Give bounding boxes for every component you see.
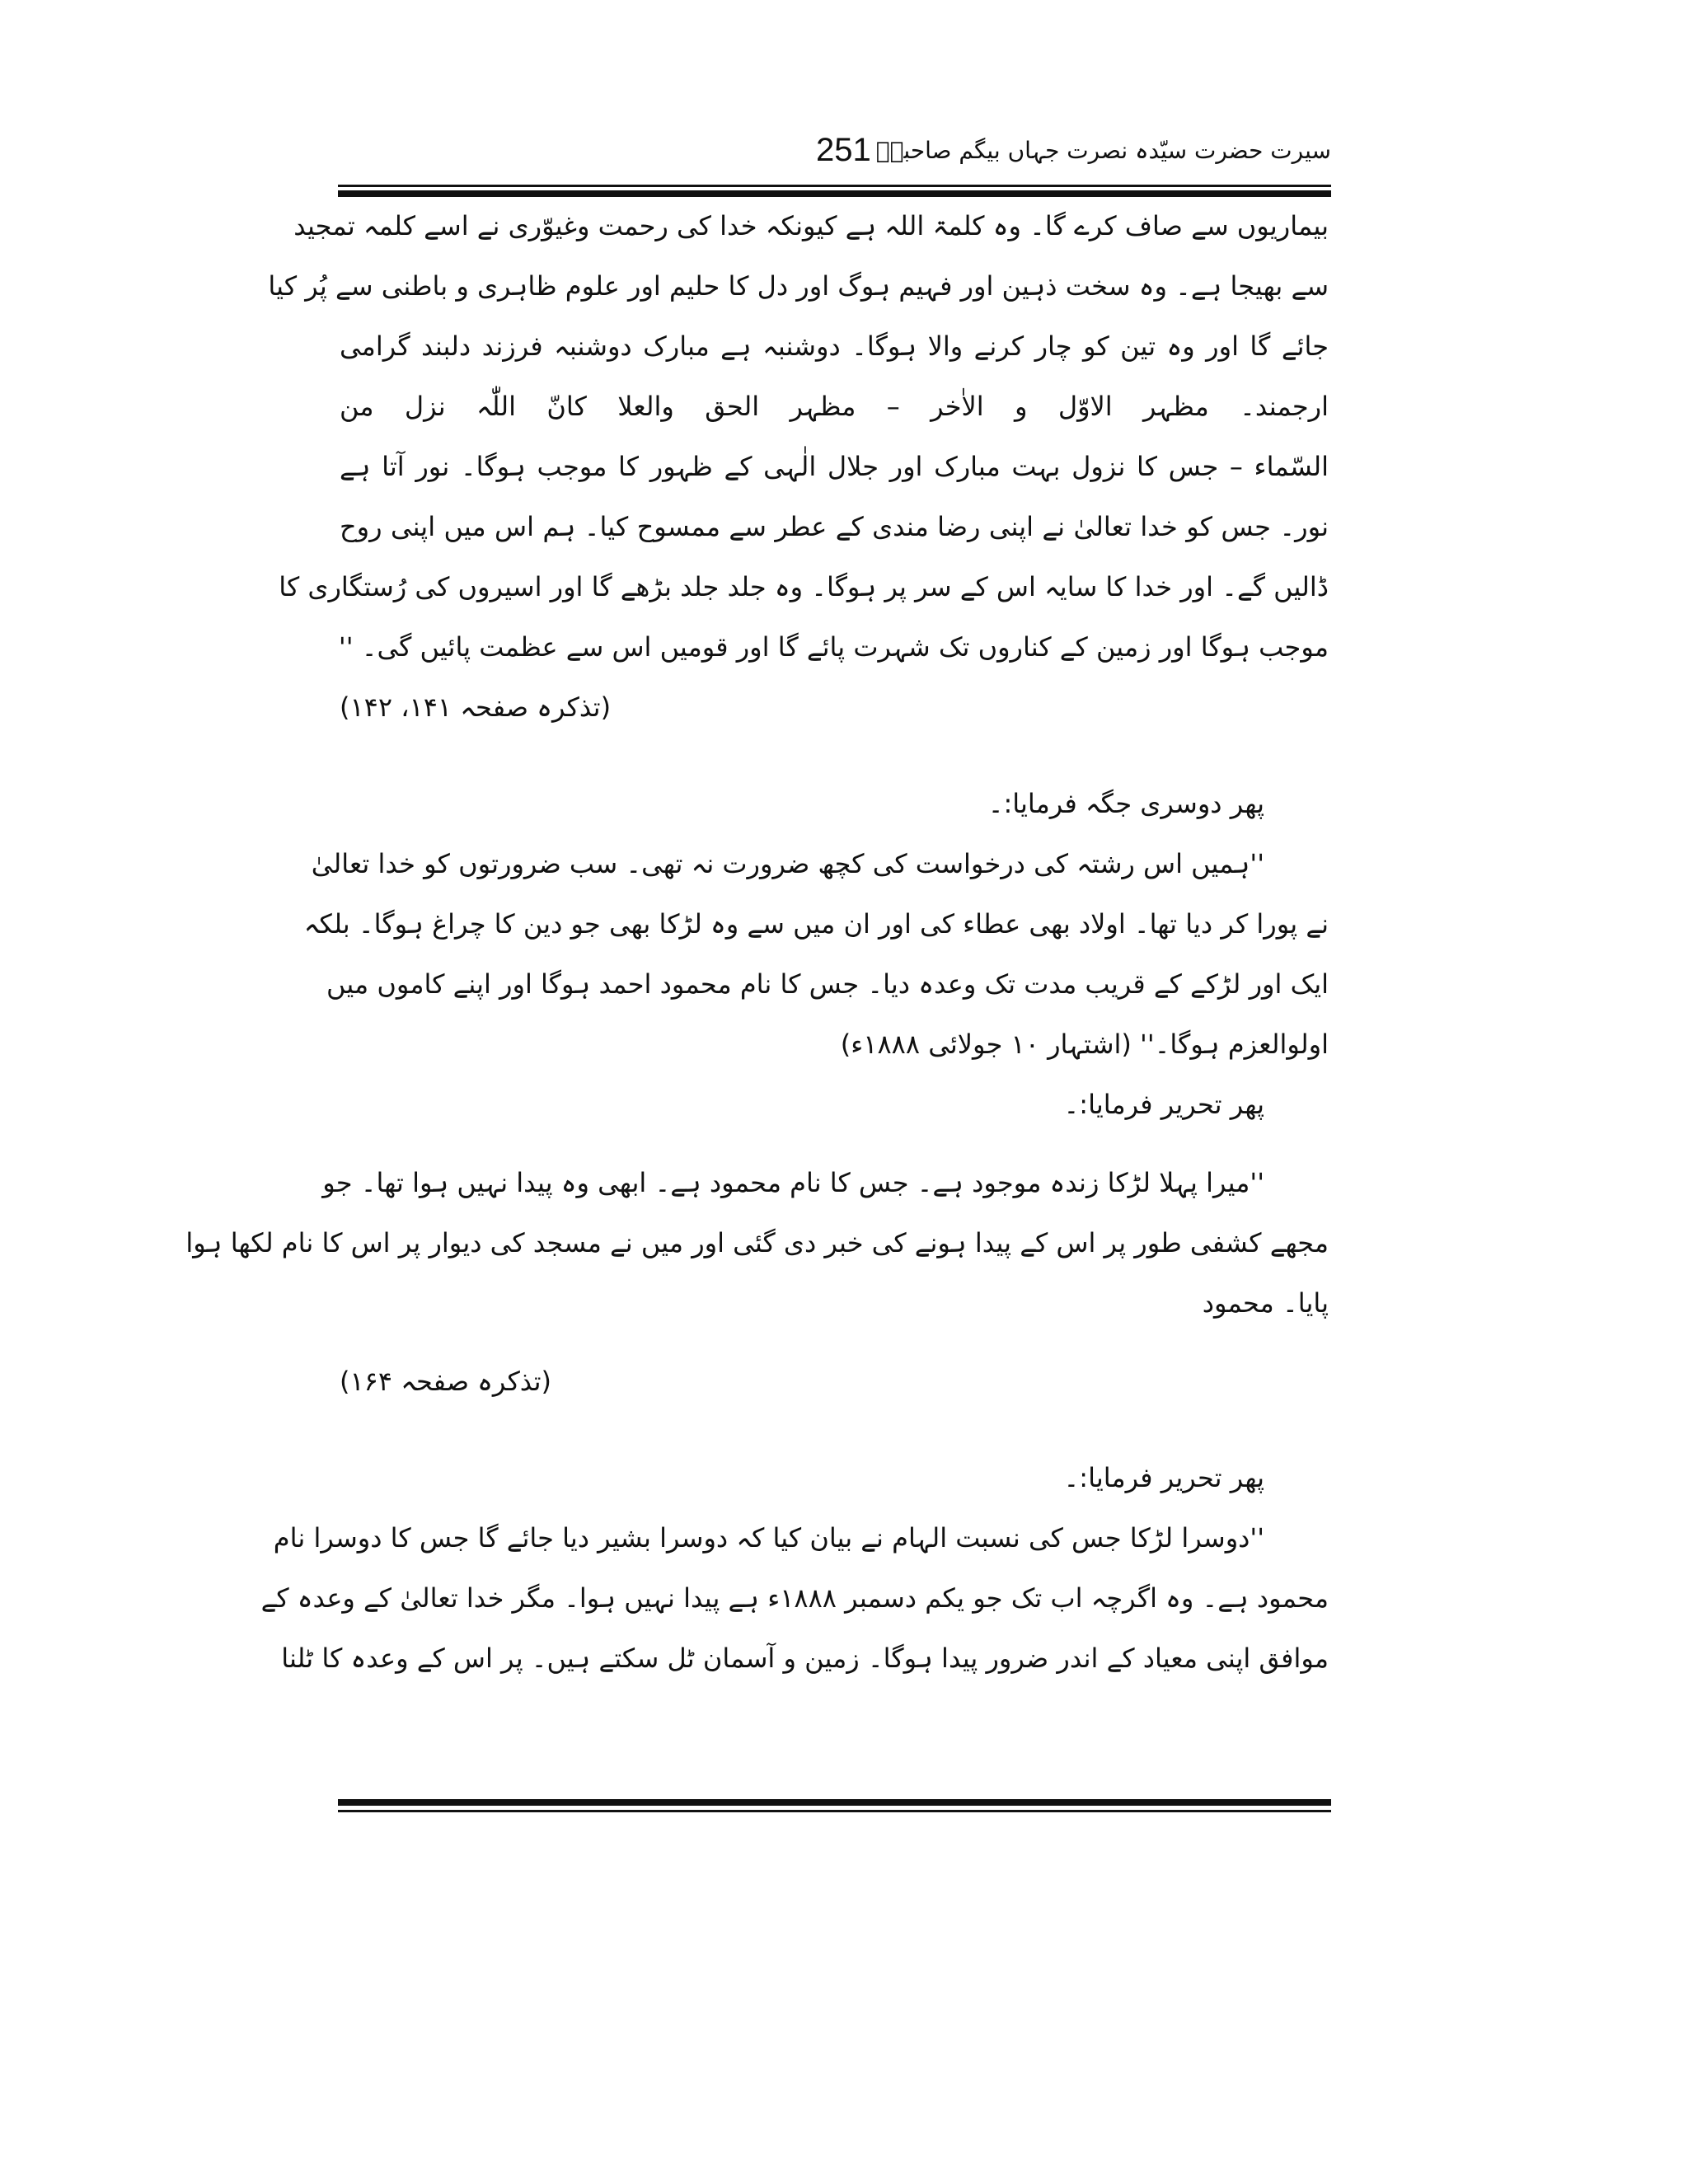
footer-rule-thick [338, 1799, 1331, 1806]
text-line: موجب ہوگا اور زمین کے کناروں تک شہرت پائے گا اور قومیں اس سے عظمت پائیں گی۔ '' [338, 631, 1329, 663]
text-line: نے پورا کر دیا تھا۔ اولاد بھی عطاء کی اور ان میں سے وہ لڑکا بھی جو دین کا چراغ ہوگا۔ بلکہ [303, 908, 1329, 940]
text-line: السّماء – جس کا نزول بہت مبارک اور جلال الٰہی کے ظہور کا موجب ہوگا۔ نور آتا ہے [340, 451, 1329, 482]
text-line: ''دوسرا لڑکا جس کی نسبت الہام نے بیان کیا کہ دوسرا بشیر دیا جائے گا جس کا دوسرا نام [273, 1522, 1264, 1554]
citation: (تذکرہ صفحہ ۱۴۱، ۱۴۲) [340, 691, 612, 723]
text-line: ''میرا پہلا لڑکا زندہ موجود ہے۔ جس کا نام محمود ہے۔ ابھی وہ پیدا نہیں ہوا تھا۔ جو [322, 1167, 1264, 1198]
text-line: پھر دوسری جگہ فرمایا:۔ [987, 788, 1264, 819]
text-line: ڈالیں گے۔ اور خدا کا سایہ اس کے سر پر ہوگا۔ وہ جلد جلد بڑھے گا اور اسیروں کی رُستگاری کا [279, 571, 1329, 602]
page-header [338, 132, 1331, 181]
text-line: پایا۔ محمود [1202, 1287, 1329, 1319]
page-body [185, 196, 1329, 1689]
text-line: جائے گا اور وہ تین کو چار کرنے والا ہوگا۔ دوشنبہ ہے مبارک دوشنبہ فرزند دلبند گرامی [340, 330, 1329, 362]
running-title: سیرت حضرت سیّدہ نصرت جہاں بیگم صاحبہؓ [875, 137, 1331, 164]
text-line: ایک اور لڑکے کے قریب مدت تک وعدہ دیا۔ جس کا نام محمود احمد ہوگا اور اپنے کاموں میں [326, 968, 1329, 1000]
text-line: ''ہمیں اس رشتہ کی درخواست کی کچھ ضرورت نہ تھی۔ سب ضرورتوں کو خدا تعالیٰ [311, 848, 1264, 879]
text-line: اولوالعزم ہوگا۔'' (اشتہار ۱۰ جولائی ۱۸۸۸ء) [840, 1029, 1329, 1060]
header-rule-thin [338, 185, 1331, 187]
text-line: نور۔ جس کو خدا تعالیٰ نے اپنی رضا مندی کے عطر سے ممسوح کیا۔ ہم اس میں اپنی روح [340, 511, 1329, 542]
text-line: بیماریوں سے صاف کرے گا۔ وہ کلمۃ اللہ ہے کیونکہ خدا کی رحمت وغیوّری نے اسے کلمہ تمجید [293, 210, 1329, 241]
text-line: موافق اپنی معیاد کے اندر ضرور پیدا ہوگا۔ زمین و آسمان ٹل سکتے ہیں۔ پر اس کے وعدہ کا ٹلنا [281, 1643, 1329, 1674]
text-line: مجھے کشفی طور پر اس کے پیدا ہونے کی خبر دی گئی اور میں نے مسجد کی دیوار پر اس کا نام لکھا ہوا [185, 1227, 1329, 1258]
page-number: 251 [816, 132, 871, 168]
footer-rule-thin [338, 1810, 1331, 1812]
text-line: پھر تحریر فرمایا:۔ [1063, 1089, 1264, 1120]
text-line: محمود ہے۔ وہ اگرچہ اب تک جو یکم دسمبر ۱۸۸۸ء ہے پیدا نہیں ہوا۔ مگر خدا تعالیٰ کے وعدہ کے [260, 1582, 1329, 1614]
text-line: سے بھیجا ہے۔ وہ سخت ذہین اور فہیم ہوگ اور دل کا حلیم اور علوم ظاہری و باطنی سے پُر کیا [268, 270, 1329, 302]
text-line: ارجمند۔ مظہر الاوّل و الاٰخر – مظہر الحق والعلا کانّ اللّٰہ نزل من [340, 391, 1329, 422]
text-line: پھر تحریر فرمایا:۔ [1063, 1462, 1264, 1493]
citation: (تذکرہ صفحہ ۱۶۴) [340, 1366, 551, 1397]
